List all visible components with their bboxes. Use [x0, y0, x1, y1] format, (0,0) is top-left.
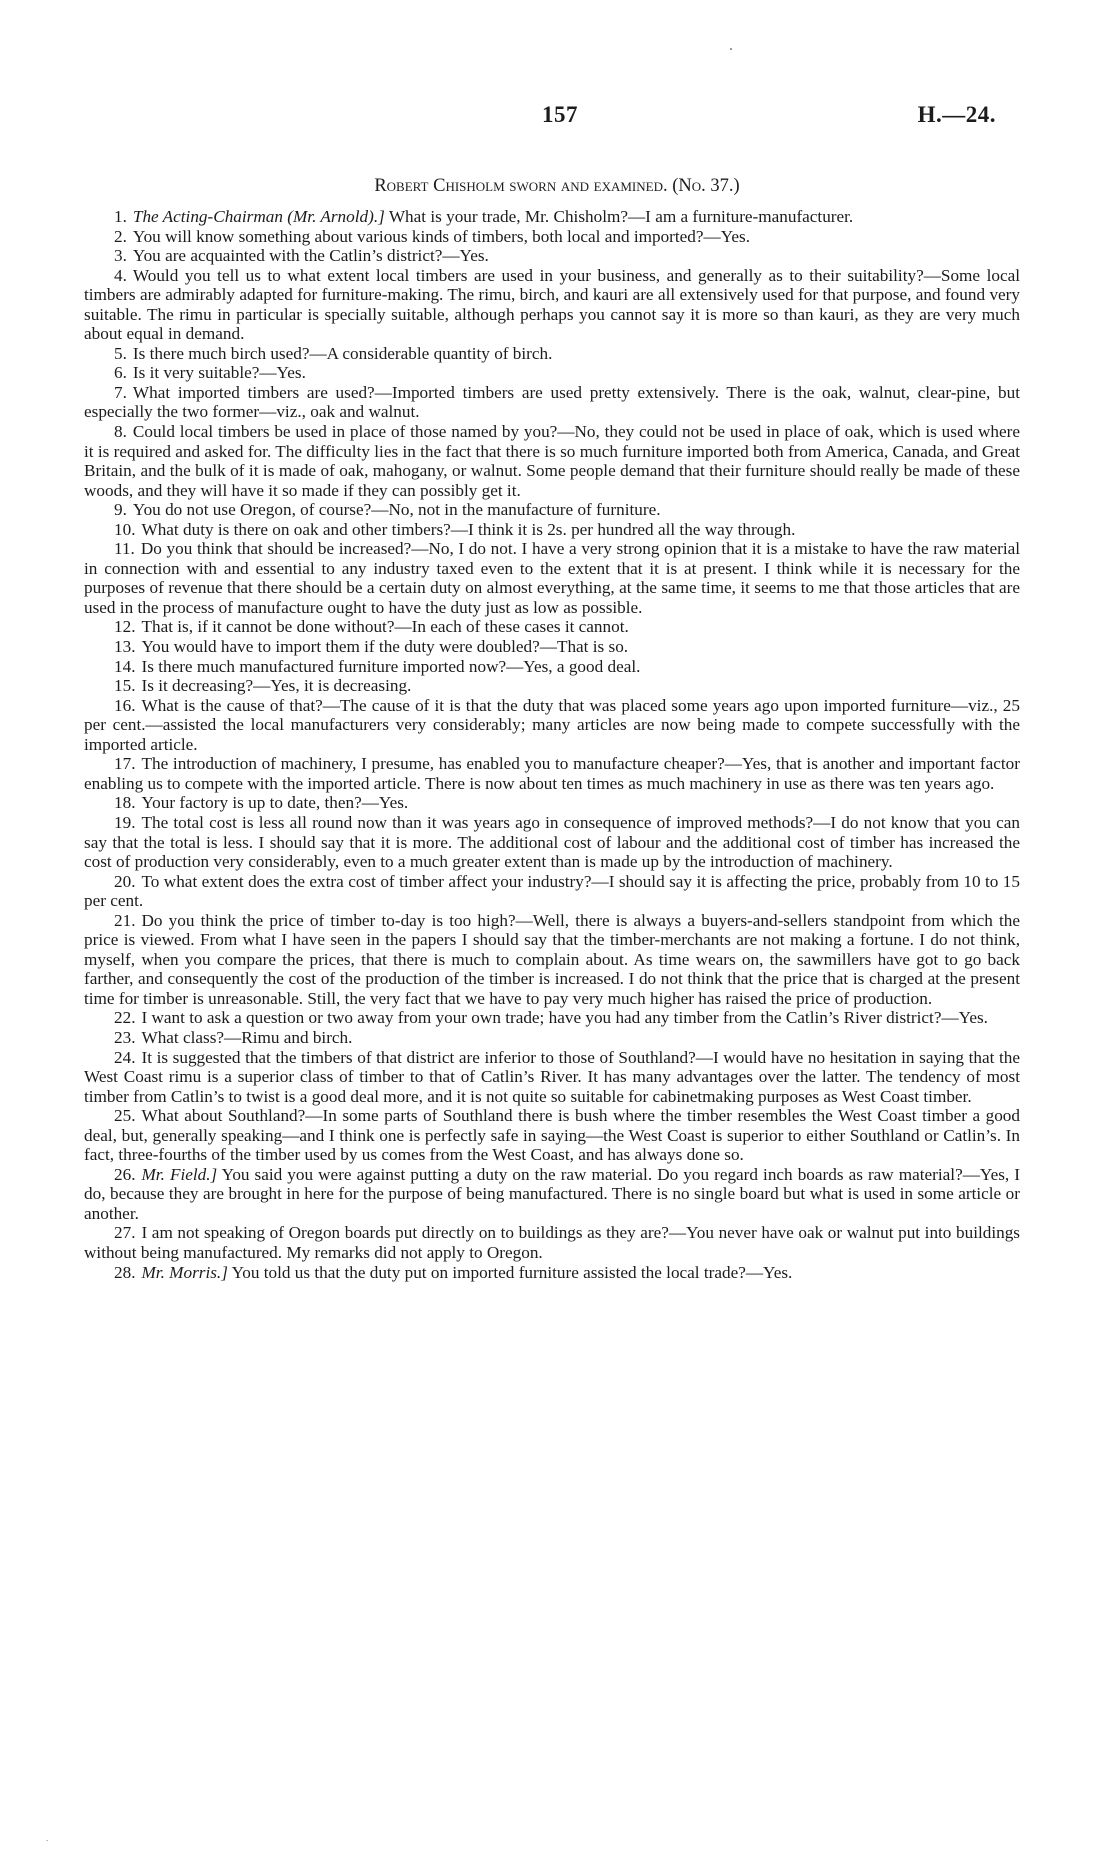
question-answer-text: Would you tell us to what extent local timbers are used in your business, and generally as to their suitability?—Some local timbers are admirably adapted for furniture-making. The rimu, birch, and kauri are all extensively used for that purpose, and found very suitable. The rimu in particular is specially suitable, although perhaps you cannot say it is more so than kauri, as they are very much about equal in demand.	[84, 265, 1020, 344]
question-entry	[84, 1223, 1020, 1262]
question-number: 21.	[114, 910, 136, 930]
question-answer-text: You are acquainted with the Catlin’s district?—Yes.	[132, 246, 489, 266]
question-number: 22.	[114, 1008, 136, 1028]
question-number: 11.	[114, 539, 135, 559]
question-entry	[84, 1263, 1020, 1283]
question-answer-text: You do not use Oregon, of course?—No, not in the manufacture of furniture.	[132, 500, 661, 520]
question-number: 19.	[114, 812, 136, 832]
question-answer-text: You would have to import them if the duty were doubled?—That is so.	[141, 637, 629, 657]
question-number: 24.	[114, 1047, 136, 1067]
question-answer-text: Do you think the price of timber to-day is too high?—Well, there is always a buyers-and-sellers standpoint from which the price is viewed. From what I have seen in the papers I should say that the timber-merchants are not making a fortune. I do not think, myself, when you compare the prices, that there is much to complain about. As time wears on, the sawmillers have got to go back farther, and consequently the cost of the production of the timber is increased. I do not think that the price that is charged at the present time for timber is unreasonable. Still, the very fact that we have to pay very much higher has raised the price of production.	[84, 910, 1020, 1008]
scan-speck: .	[46, 1833, 49, 1843]
question-answer-text: The introduction of machinery, I presume, has enabled you to manufacture cheaper?—Yes, that is another and important factor enabling us to compete with the imported article. There is now about ten times as much machinery in use as there was ten years ago.	[84, 754, 1020, 793]
question-entry	[84, 363, 1020, 383]
question-number: 4.	[114, 265, 127, 285]
question-answer-text: You told us that the duty put on imported furniture assisted the local trade?—Yes.	[231, 1262, 793, 1282]
speaker-name: Mr. Morris.]	[141, 1262, 228, 1282]
question-entry	[84, 1028, 1020, 1048]
question-entry	[84, 227, 1020, 247]
question-answer-text: It is suggested that the timbers of that district are inferior to those of Southland?—I would have no hesitation in saying that the West Coast rimu is a superior class of timber to that of Catlin’s River. It has many advantages over the latter. The tendency of most timber from Catlin’s to twist is a good deal more, and it is not quite so suitable for cabinetmaking purposes as West Coast timber.	[84, 1047, 1020, 1106]
question-answer-text: Could local timbers be used in place of those named by you?—No, they could not be used in place of oak, which is used where it is required and asked for. The difficulty lies in the fact that there is so much furniture imported both from America, Canada, and Great Britain, and the bulk of it is made of oak, mahogany, or walnut. Some people demand that their furniture should really be made of these woods, and they will have it so made if they can possibly get it.	[84, 422, 1020, 500]
question-entry	[84, 500, 1020, 520]
question-number: 23.	[114, 1027, 136, 1047]
question-number: 12.	[114, 617, 136, 637]
question-entry	[84, 617, 1020, 637]
question-entry	[84, 1048, 1020, 1107]
document-reference: H.—24.	[917, 102, 996, 127]
question-number: 15.	[114, 676, 136, 696]
question-entry	[84, 1165, 1020, 1224]
question-number: 26.	[114, 1164, 136, 1184]
question-entry	[84, 1106, 1020, 1165]
question-answer-text: I am not speaking of Oregon boards put directly on to buildings as they are?—You never have oak or walnut put into buildings without being manufactured. My remarks did not apply to Oregon.	[84, 1223, 1020, 1262]
question-entry	[84, 676, 1020, 696]
question-number: 8.	[114, 422, 127, 442]
question-entry	[84, 344, 1020, 364]
question-entry	[84, 383, 1020, 422]
speaker-name: The Acting-Chairman (Mr. Arnold).]	[132, 207, 385, 226]
question-number: 6.	[114, 363, 127, 383]
question-number: 1.	[114, 207, 127, 226]
question-number: 9.	[114, 500, 127, 520]
question-entry	[84, 246, 1020, 266]
question-number: 5.	[114, 343, 127, 363]
question-answer-text: What duty is there on oak and other timbers?—I think it is 2s. per hundred all the way through.	[141, 519, 796, 539]
question-answer-text: You said you were against putting a duty on the raw material. Do you regard inch boards as raw material?—Yes, I do, because they are brought in here for the purpose of being manufactured. There is no single board but what is used in some article or another.	[84, 1164, 1020, 1223]
question-number: 27.	[114, 1223, 136, 1243]
question-answer-text: What about Southland?—In some parts of Southland there is bush where the timber resembles the West Coast timber a good deal, but, generally speaking—and I think one is perfectly safe in saying—the West Coast is superior to either Southland or Catlin’s. In fact, three-fourths of the timber used by us comes from the West Coast, and has always done so.	[84, 1106, 1020, 1165]
question-answer-text: Do you think that should be increased?—No, I do not. I have a very strong opinion that it is a mistake to have the raw material in connection with and essential to any industry taxed even to the extent that it is at present. I think while it is necessary for the purposes of revenue that there should be a certain duty on almost everything, at the same time, it seems to me that those articles that are used in the process of manufacture ought to have the duty just as low as possible.	[84, 539, 1020, 617]
question-number: 2.	[114, 226, 127, 246]
question-number: 3.	[114, 246, 127, 266]
question-entry	[84, 266, 1020, 344]
question-number: 18.	[114, 793, 136, 813]
witness-heading: Robert Chisholm sworn and examined. (No. 37.)	[374, 176, 740, 196]
question-entry	[84, 872, 1020, 911]
question-answer-text: What is your trade, Mr. Chisholm?—I am a furniture-manufacturer.	[388, 207, 854, 226]
question-answer-text: I want to ask a question or two away from your own trade; have you had any timber from the Catlin’s River district?—Yes.	[141, 1008, 988, 1028]
question-entry	[84, 911, 1020, 1009]
testimony-body	[84, 207, 1020, 1282]
question-entry	[84, 637, 1020, 657]
question-number: 10.	[114, 519, 136, 539]
question-number: 13.	[114, 637, 136, 657]
question-number: 17.	[114, 754, 136, 774]
question-number: 16.	[114, 695, 136, 715]
question-answer-text: Is there much birch used?—A considerable quantity of birch.	[132, 343, 553, 363]
question-answer-text: That is, if it cannot be done without?—In each of these cases it cannot.	[141, 617, 629, 637]
question-answer-text: Is it very suitable?—Yes.	[132, 363, 306, 383]
page-number: 157	[542, 102, 578, 127]
question-answer-text: Is there much manufactured furniture imported now?—Yes, a good deal.	[141, 656, 641, 676]
question-entry	[84, 696, 1020, 755]
question-entry	[84, 1008, 1020, 1028]
question-entry	[84, 207, 1020, 227]
question-answer-text: You will know something about various kinds of timbers, both local and imported?—Yes.	[132, 226, 751, 246]
question-number: 20.	[114, 871, 136, 891]
question-answer-text: The total cost is less all round now than it was years ago in consequence of improved methods?—I do not know that you can say that the total is less. I should say that it is more. The additional cost of labour and the additional cost of timber has increased the cost of production very considerably, even to a much greater extent than is made up by the introduction of machinery.	[84, 812, 1020, 872]
question-entry	[84, 793, 1020, 813]
question-number: 7.	[114, 382, 127, 402]
question-entry	[84, 422, 1020, 500]
question-entry	[84, 520, 1020, 540]
question-entry	[84, 813, 1020, 872]
question-answer-text: What imported timbers are used?—Imported timbers are used pretty extensively. There is the oak, walnut, clear-pine, but especially the two former—viz., oak and walnut.	[84, 382, 1020, 422]
question-number: 25.	[114, 1106, 136, 1126]
question-answer-text: Your factory is up to date, then?—Yes.	[141, 793, 409, 813]
question-answer-text: What class?—Rimu and birch.	[141, 1027, 353, 1047]
question-answer-text: To what extent does the extra cost of timber affect your industry?—I should say it is affecting the price, probably from 10 to 15 per cent.	[84, 871, 1020, 911]
question-answer-text: Is it decreasing?—Yes, it is decreasing.	[141, 676, 412, 696]
speaker-name: Mr. Field.]	[141, 1164, 218, 1184]
question-entry	[84, 657, 1020, 677]
question-number: 28.	[114, 1262, 136, 1282]
question-answer-text: What is the cause of that?—The cause of it is that the duty that was placed some years ago upon imported furniture—viz., 25 per cent.—assisted the local manufacturers very considerably; many articles are now being made to compete successfully with the imported article.	[84, 695, 1020, 754]
scan-speck	[730, 48, 732, 50]
question-entry	[84, 539, 1020, 617]
question-number: 14.	[114, 656, 136, 676]
question-entry	[84, 754, 1020, 793]
